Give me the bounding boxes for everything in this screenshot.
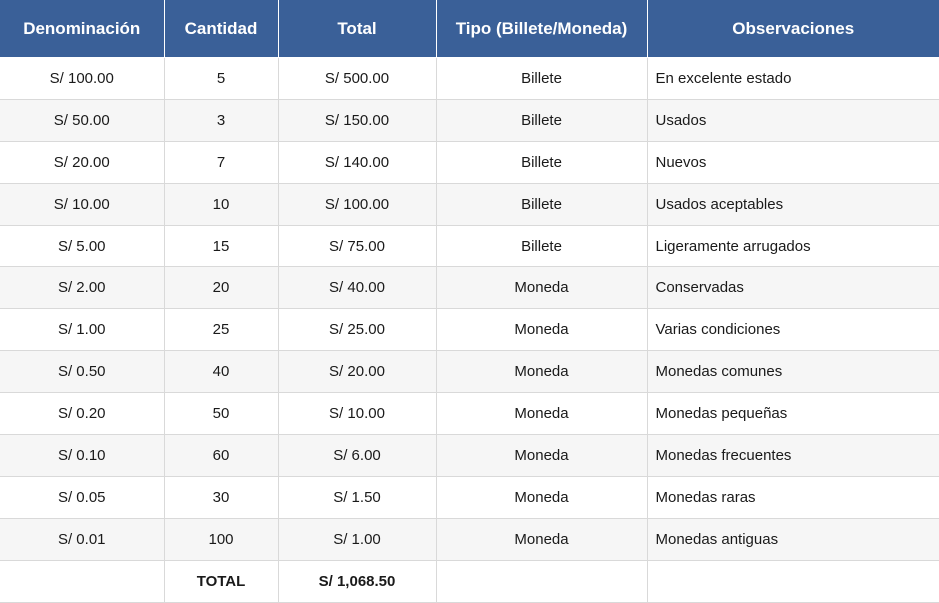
cell-cantidad: 10 [164, 183, 278, 225]
table-row [0, 309, 939, 351]
cell-cantidad: 60 [164, 435, 278, 477]
cell-observaciones: Varias condiciones [647, 309, 939, 351]
cell-denominacion: S/ 0.01 [0, 518, 164, 560]
cell-observaciones: Monedas pequeñas [647, 393, 939, 435]
cell-observaciones: Monedas raras [647, 476, 939, 518]
cell-total: S/ 500.00 [278, 58, 436, 100]
cell-tipo: Moneda [436, 267, 647, 309]
cell-denominacion: S/ 10.00 [0, 183, 164, 225]
cell-denominacion: S/ 0.10 [0, 435, 164, 477]
cell-tipo: Moneda [436, 476, 647, 518]
cell-cantidad: 25 [164, 309, 278, 351]
cell-denominacion: S/ 0.50 [0, 351, 164, 393]
table-row [0, 518, 939, 560]
cell-total: S/ 1.50 [278, 476, 436, 518]
table-row [0, 351, 939, 393]
cell-observaciones: En excelente estado [647, 58, 939, 100]
cell-tipo: Moneda [436, 435, 647, 477]
cell-tipo [436, 560, 647, 602]
table-total-row [0, 560, 939, 602]
cell-observaciones: Usados aceptables [647, 183, 939, 225]
cell-total: S/ 75.00 [278, 225, 436, 267]
cell-denominacion: S/ 0.20 [0, 393, 164, 435]
cell-total: S/ 40.00 [278, 267, 436, 309]
cell-tipo: Billete [436, 225, 647, 267]
table-row [0, 58, 939, 100]
cell-total: S/ 20.00 [278, 351, 436, 393]
cell-total: S/ 150.00 [278, 99, 436, 141]
cell-denominacion: S/ 2.00 [0, 267, 164, 309]
cell-tipo: Moneda [436, 393, 647, 435]
cell-cantidad: 5 [164, 58, 278, 100]
cell-denominacion: S/ 5.00 [0, 225, 164, 267]
cell-denominacion: S/ 1.00 [0, 309, 164, 351]
cell-total: S/ 25.00 [278, 309, 436, 351]
table-row [0, 476, 939, 518]
cell-observaciones [647, 560, 939, 602]
column-header-tipo: Tipo (Billete/Moneda) [436, 0, 647, 58]
cell-cantidad: 15 [164, 225, 278, 267]
cell-tipo: Moneda [436, 518, 647, 560]
cell-total: S/ 6.00 [278, 435, 436, 477]
column-header-observaciones: Observaciones [647, 0, 939, 58]
cell-observaciones: Monedas antiguas [647, 518, 939, 560]
cell-total: S/ 140.00 [278, 141, 436, 183]
table-body [0, 58, 939, 603]
cell-denominacion: S/ 0.05 [0, 476, 164, 518]
cell-total-label: TOTAL [164, 560, 278, 602]
table-row [0, 183, 939, 225]
cell-tipo: Moneda [436, 309, 647, 351]
cell-total-value: S/ 1,068.50 [278, 560, 436, 602]
cell-denominacion: S/ 50.00 [0, 99, 164, 141]
cell-observaciones: Nuevos [647, 141, 939, 183]
table-row [0, 435, 939, 477]
table-row [0, 141, 939, 183]
cell-denominacion: S/ 100.00 [0, 58, 164, 100]
cell-denominacion: S/ 20.00 [0, 141, 164, 183]
column-header-total: Total [278, 0, 436, 58]
cell-total: S/ 100.00 [278, 183, 436, 225]
cell-observaciones: Ligeramente arrugados [647, 225, 939, 267]
table-row [0, 393, 939, 435]
cell-cantidad: 7 [164, 141, 278, 183]
cell-tipo: Moneda [436, 351, 647, 393]
cell-cantidad: 20 [164, 267, 278, 309]
table-row [0, 267, 939, 309]
cell-tipo: Billete [436, 141, 647, 183]
cell-cantidad: 30 [164, 476, 278, 518]
cell-observaciones: Usados [647, 99, 939, 141]
cell-tipo: Billete [436, 58, 647, 100]
table-header [0, 0, 939, 58]
column-header-denominacion: Denominación [0, 0, 164, 58]
table-row [0, 99, 939, 141]
cell-cantidad: 3 [164, 99, 278, 141]
cell-denominacion [0, 560, 164, 602]
cell-cantidad: 100 [164, 518, 278, 560]
cell-cantidad: 40 [164, 351, 278, 393]
cell-total: S/ 10.00 [278, 393, 436, 435]
table-row [0, 225, 939, 267]
table-header-row [0, 0, 939, 58]
cell-tipo: Billete [436, 99, 647, 141]
cell-observaciones: Conservadas [647, 267, 939, 309]
column-header-cantidad: Cantidad [164, 0, 278, 58]
cell-cantidad: 50 [164, 393, 278, 435]
cell-observaciones: Monedas comunes [647, 351, 939, 393]
cell-tipo: Billete [436, 183, 647, 225]
cell-observaciones: Monedas frecuentes [647, 435, 939, 477]
cell-total: S/ 1.00 [278, 518, 436, 560]
